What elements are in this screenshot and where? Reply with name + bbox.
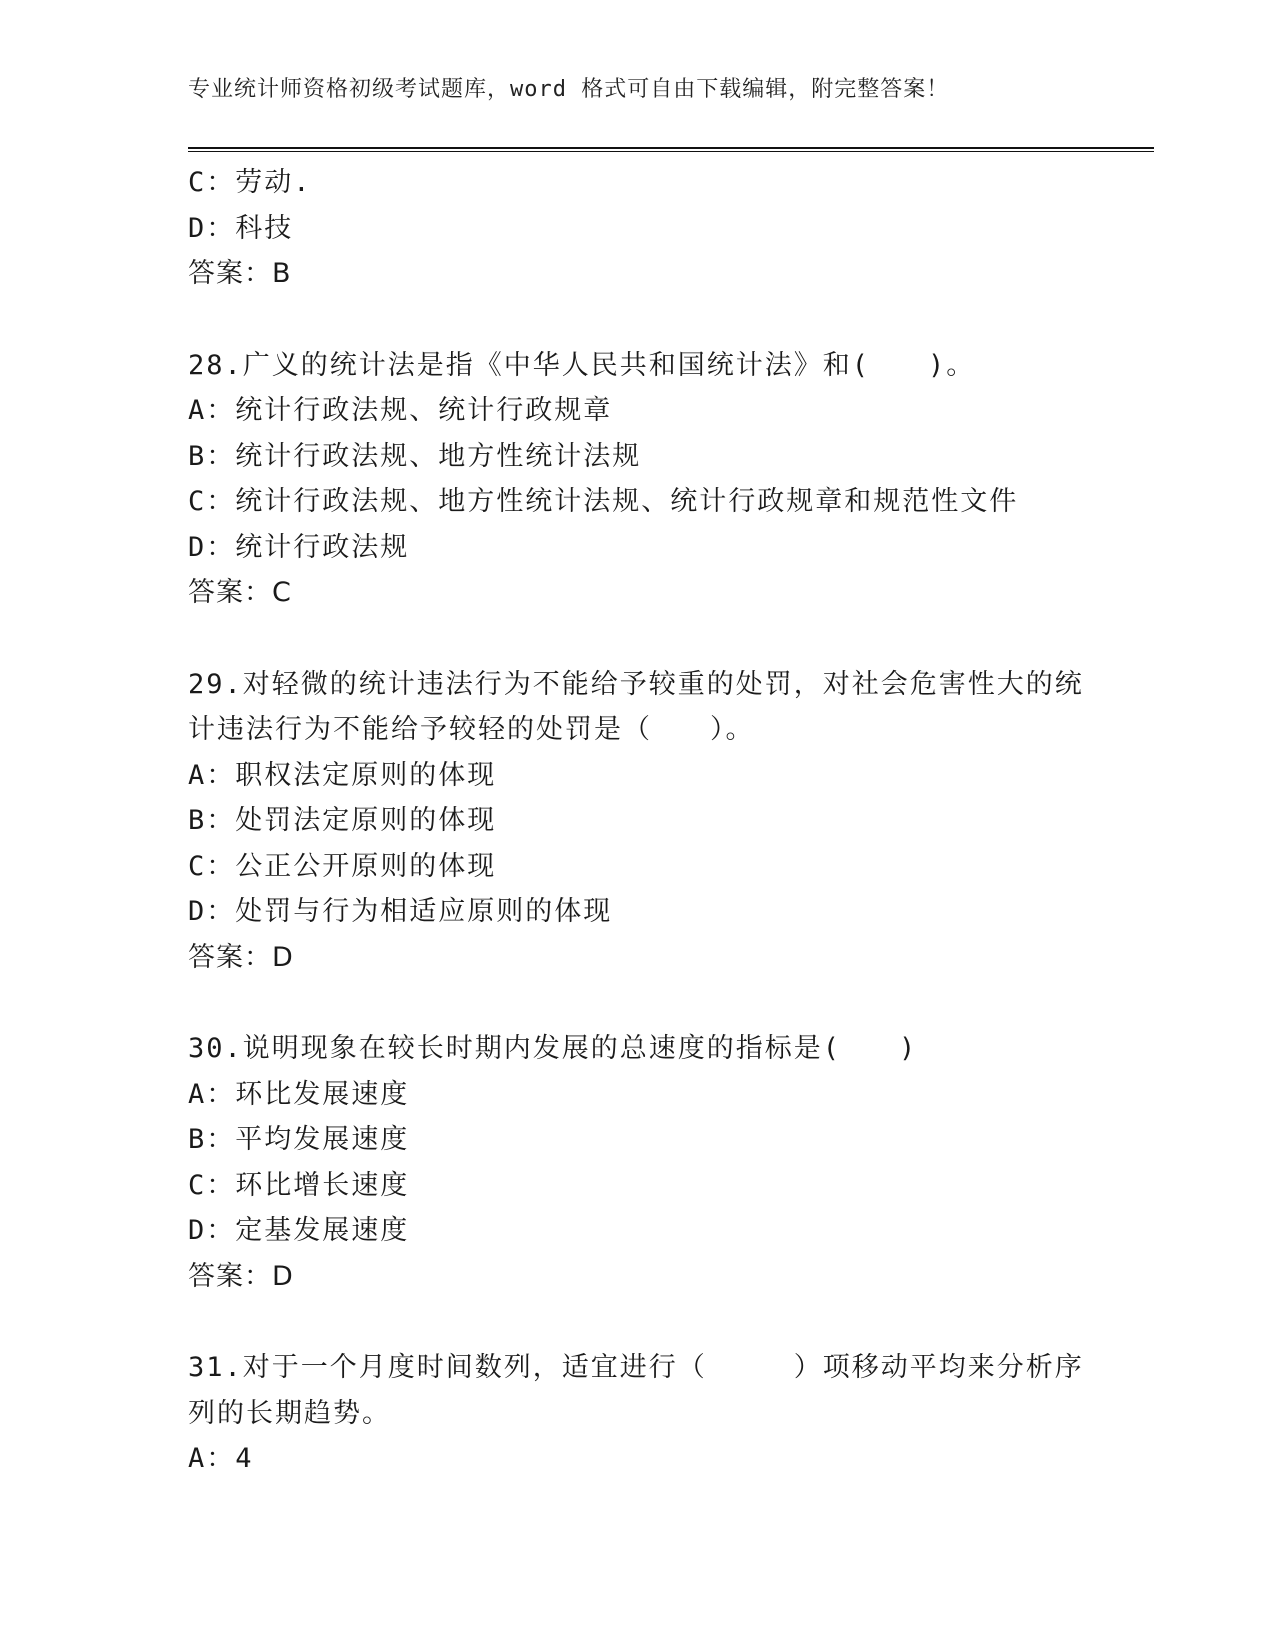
option-c: C：环比增长速度 (188, 1169, 410, 1201)
option-a: A：4 (188, 1443, 254, 1474)
option-b: B：平均发展速度 (188, 1124, 410, 1155)
question-28 (188, 343, 1154, 616)
option-c: C：劳动. (188, 167, 312, 198)
option-a: A：职权法定原则的体现 (188, 759, 497, 791)
header-rule-thick (188, 147, 1154, 149)
answer-line: 答案：B (188, 258, 292, 289)
option-a: A：环比发展速度 (188, 1078, 410, 1110)
answer-line: 答案：D (188, 1260, 294, 1292)
answer-line: 答案：D (188, 941, 294, 973)
option-c: C：统计行政法规、地方性统计法规、统计行政规章和规范性文件 (188, 486, 1019, 517)
question-30 (188, 1026, 1154, 1299)
option-d: D：统计行政法规 (188, 531, 410, 563)
document-body (188, 160, 1154, 1482)
question-text: 29.对轻微的统计违法行为不能给予较重的处罚，对社会危害性大的统 (188, 668, 1084, 700)
question-text: 31.对于一个月度时间数列，适宜进行（ ）项移动平均来分析序 (188, 1352, 1084, 1383)
question-text: 30.说明现象在较长时期内发展的总速度的指标是( ) (188, 1033, 918, 1064)
question-27-tail (188, 160, 1154, 297)
question-text-cont: 计违法行为不能给予较轻的处罚是（ ）。 (188, 714, 755, 745)
option-b: B：处罚法定原则的体现 (188, 805, 497, 836)
option-c: C：公正公开原则的体现 (188, 850, 497, 882)
answer-line: 答案：C (188, 577, 292, 608)
option-d: D：处罚与行为相适应原则的体现 (188, 896, 613, 927)
header-rule-thin (188, 151, 1154, 152)
option-b: B：统计行政法规、地方性统计法规 (188, 440, 642, 472)
option-d: D：科技 (188, 212, 294, 244)
page-header: 专业统计师资格初级考试题库，word 格式可自由下载编辑，附完整答案！ (188, 77, 950, 102)
option-a: A：统计行政法规、统计行政规章 (188, 395, 613, 426)
question-text-cont: 列的长期趋势。 (188, 1397, 391, 1429)
question-29 (188, 662, 1154, 981)
question-31 (188, 1345, 1154, 1482)
question-text: 28.广义的统计法是指《中华人民共和国统计法》和( )。 (188, 349, 976, 381)
option-d: D：定基发展速度 (188, 1215, 410, 1246)
